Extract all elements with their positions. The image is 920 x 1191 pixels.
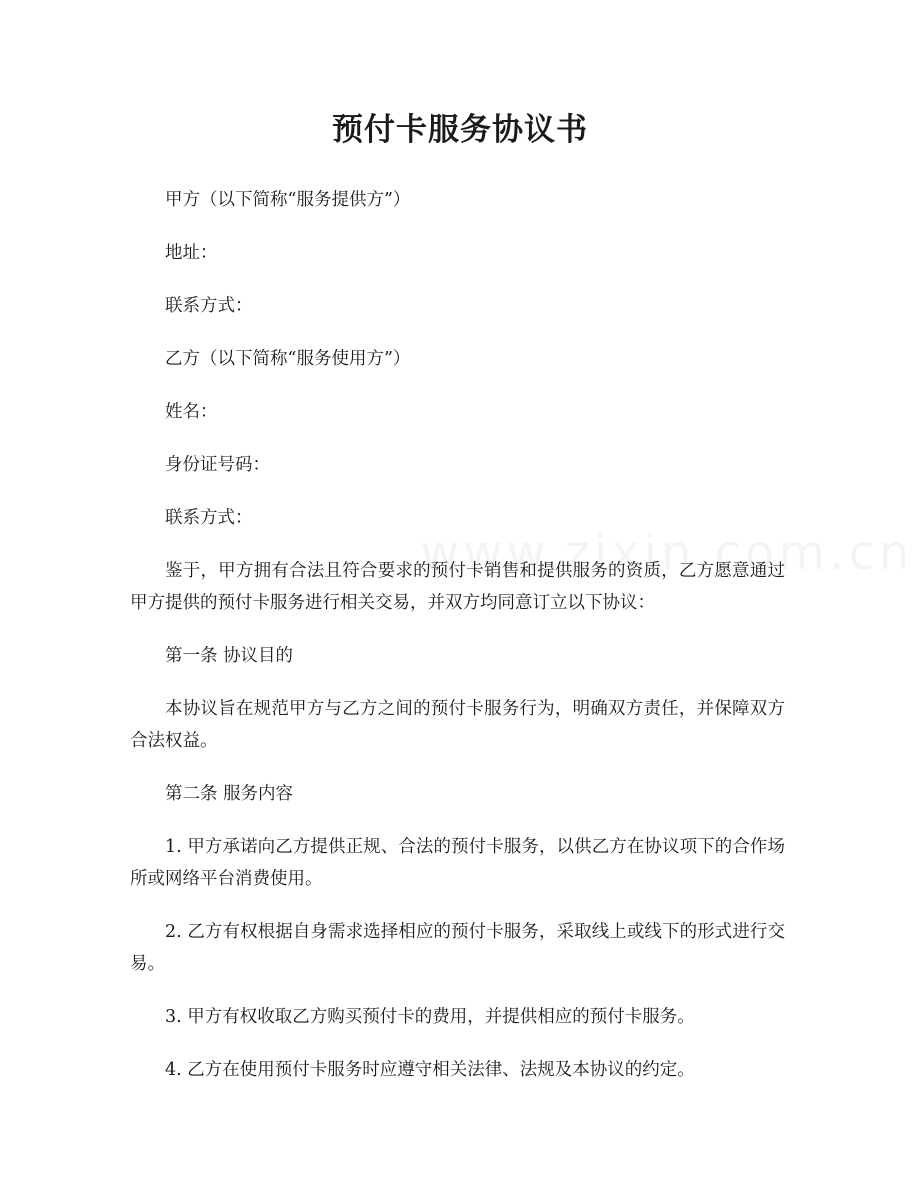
party-a-address: 地址： [165,243,218,263]
party-b-contact: 联系方式： [165,508,253,528]
article-2-item-3: 3. 甲方有权收取乙方购买预付卡的费用，并提供相应的预付卡服务。 [165,1007,695,1027]
party-b-id-number: 身份证号码： [165,455,270,475]
party-b-name: 姓名： [165,402,218,422]
article-2-item-1: 1. 甲方承诺向乙方提供正规、合法的预付卡服务，以供乙方在协议项下的合作场所或网络平台消费使用。 [130,837,785,889]
document-title: 预付卡服务协议书 [332,112,588,148]
party-a-contact: 联系方式： [165,296,253,316]
article-2-item-2: 2. 乙方有权根据自身需求选择相应的预付卡服务，采取线上或线下的形式进行交易。 [130,922,785,974]
article-1-heading: 第一条 协议目的 [165,646,294,666]
preamble-paragraph: 鉴于，甲方拥有合法且符合要求的预付卡销售和提供服务的资质，乙方愿意通过甲方提供的预付卡服务进行相关交易，并双方均同意订立以下协议： [130,561,785,613]
party-b-heading: 乙方（以下简称“服务使用方”） [165,349,411,369]
party-a-heading: 甲方（以下简称“服务提供方”） [165,190,411,210]
article-1-body: 本协议旨在规范甲方与乙方之间的预付卡服务行为，明确双方责任，并保障双方合法权益。 [130,699,785,751]
article-2-heading: 第二条 服务内容 [165,784,294,804]
document-body [130,184,785,1107]
article-2-item-4: 4. 乙方在使用预付卡服务时应遵守相关法律、法规及本协议的约定。 [165,1060,695,1080]
